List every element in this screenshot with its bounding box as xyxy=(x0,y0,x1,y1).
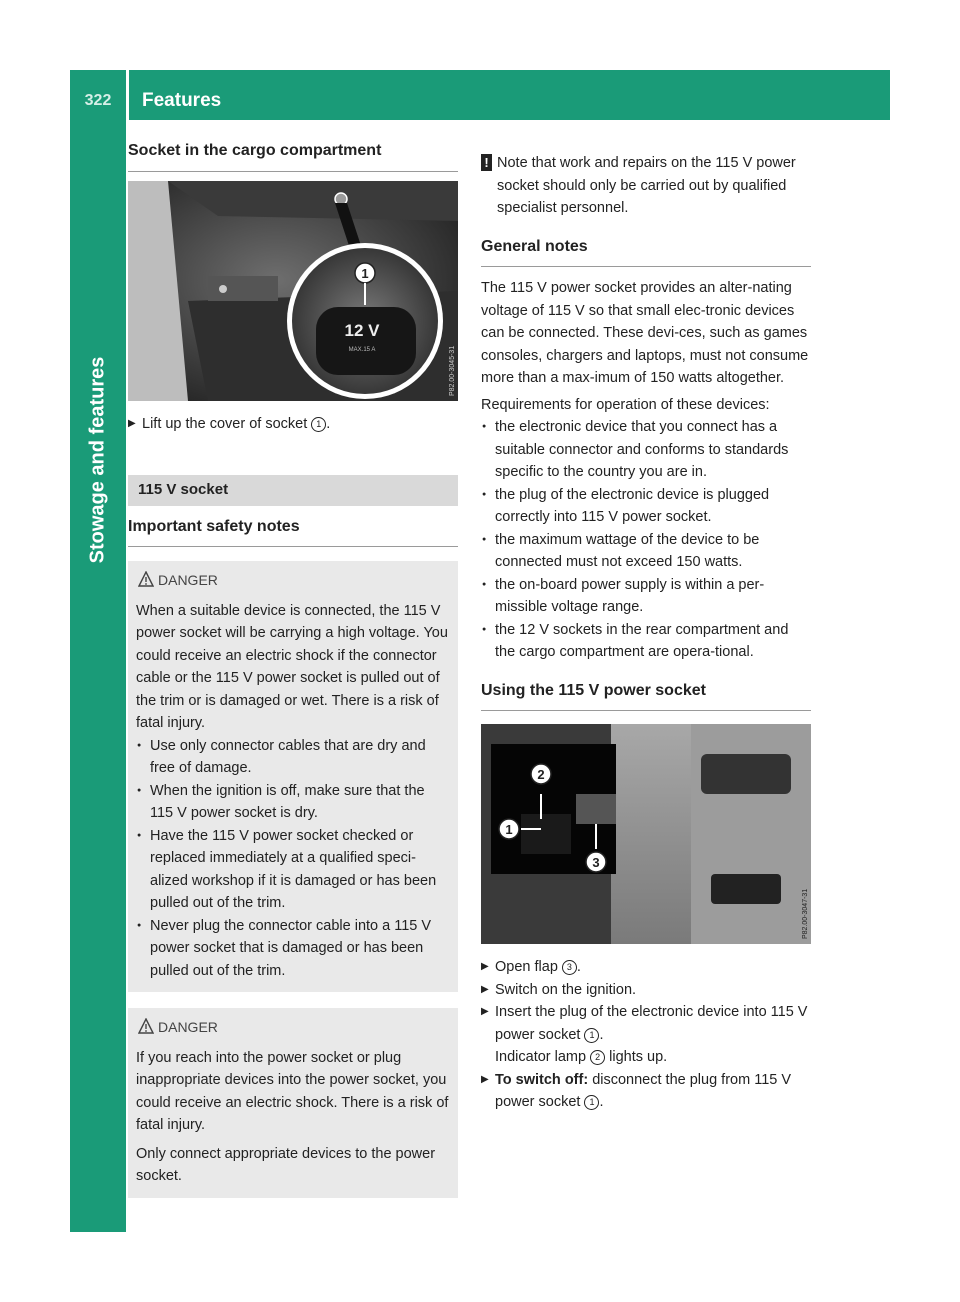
step-text: Switch on the ignition. xyxy=(495,981,637,998)
danger-bullet: ● Never plug the connector cable into a 115 V power socket that is damaged or has been pulled out of the trim. xyxy=(136,915,450,983)
danger-bullet: ● When the ignition is off, make sure that the 115 V power socket is dry. xyxy=(136,780,450,825)
danger-title xyxy=(136,1016,450,1039)
section-heading-115v: 115 V socket xyxy=(128,475,458,506)
danger-box-2 xyxy=(128,1008,458,1198)
section-heading-cargo-socket: Socket in the cargo compartment xyxy=(128,140,458,172)
danger-box-1 xyxy=(128,561,458,992)
step-end: . xyxy=(326,415,331,432)
side-tab xyxy=(70,120,126,1232)
warning-triangle-icon xyxy=(138,571,154,587)
requirement-item: ● the maximum wattage of the device to be connected must not exceed 150 watts. xyxy=(481,529,811,574)
note xyxy=(481,152,811,220)
page-title: Features xyxy=(142,90,222,111)
step-end: lights up. xyxy=(609,1049,668,1065)
photo-code: P82.00-3045-31 xyxy=(449,345,456,396)
subheading-safety: Important safety notes xyxy=(128,506,458,548)
step-bold: To switch off: xyxy=(495,1071,589,1088)
step-end: . xyxy=(576,959,581,975)
cargo-compartment-illustration xyxy=(128,181,458,401)
step-text: Open flap xyxy=(495,959,558,975)
callout-1-label: 1 xyxy=(505,822,513,837)
requirement-item: ● the plug of the electronic device is plugged correctly into 115 V power socket. xyxy=(481,484,811,529)
step-text: disconnect the plug from 115 V power socket xyxy=(495,1071,792,1110)
side-tab-label: Stowage and features xyxy=(86,356,109,564)
power-socket-photo xyxy=(481,724,811,944)
left-column xyxy=(128,140,458,1198)
danger-bullet: ● Use only connector cables that are dry and free of damage. xyxy=(136,735,450,780)
ref-circle: 3 xyxy=(562,960,577,975)
danger-text: When a suitable device is connected, the 115 V power socket will be carrying a high voltage. You could receive an electric shock if the connector cable or the 115 V power socket is pulled out of the trim or is damaged or wet. There is a risk of fatal injury. xyxy=(136,602,448,731)
step-switch-off xyxy=(481,1069,811,1114)
step-open-flap xyxy=(481,956,811,979)
step-end: . xyxy=(599,1094,604,1110)
general-text: The 115 V power socket provides an alter-nating voltage of 115 V so that small elec-tronic devices can be connected. These devi-ces, such as games consoles, chargers and laptops, must not consume more than a max-imum of 150 watts altogether. xyxy=(481,280,809,386)
step-text: Insert the plug of the electronic device into 115 V power socket xyxy=(495,1004,808,1043)
cargo-socket-photo xyxy=(128,181,458,401)
step-end: . xyxy=(599,1026,604,1043)
requirement-item: ● the 12 V sockets in the rear compartment and the cargo compartment are opera-tional. xyxy=(481,619,811,664)
requirement-item: ● the electronic device that you connect has a suitable connector and conforms to standards specific to the country you are in. xyxy=(481,416,811,484)
ref-circle: 1 xyxy=(584,1095,599,1110)
page-number: 322 xyxy=(84,92,112,109)
step-lift-cover xyxy=(128,413,458,436)
step-indicator-lamp xyxy=(481,1046,811,1069)
section-heading-general: General notes xyxy=(481,236,811,268)
right-column xyxy=(481,152,811,1114)
callout-2-label: 2 xyxy=(537,767,545,782)
callout-3-label: 3 xyxy=(592,855,600,870)
danger-title xyxy=(136,569,450,592)
danger-title-text: DANGER xyxy=(158,1019,218,1035)
note-exclamation-icon: ! xyxy=(481,154,492,171)
danger-text: Only connect appropriate devices to the power socket. xyxy=(136,1145,436,1184)
center-console-illustration xyxy=(481,724,811,944)
danger-bullet: ● Have the 115 V power socket checked or replaced immediately at a qualified speci-alized workshop if it is damaged or has been pulled out of the trim. xyxy=(136,825,450,915)
socket-rating-label: MAX.15 A xyxy=(348,346,376,353)
ref-circle: 2 xyxy=(590,1050,605,1065)
requirements-intro: Requirements for operation of these devices: xyxy=(481,396,770,413)
section-heading-using: Using the 115 V power socket xyxy=(481,680,811,712)
note-text: Note that work and repairs on the 115 V power socket should only be carried out by qualified specialist personnel. xyxy=(497,155,796,216)
ref-circle: 1 xyxy=(584,1028,599,1043)
step-text: Lift up the cover of socket xyxy=(142,415,308,432)
callout-1-label: 1 xyxy=(361,265,369,281)
photo-code: P82.00-3047-31 xyxy=(802,888,809,939)
step-text: Indicator lamp xyxy=(495,1049,587,1065)
requirement-item: ● the on-board power supply is within a per-missible voltage range. xyxy=(481,574,811,619)
step-insert-plug xyxy=(481,1001,811,1046)
header-divider xyxy=(126,70,129,120)
step-switch-ignition xyxy=(481,979,811,1002)
danger-text: If you reach into the power socket or plug inappropriate devices into the power socket, you could receive an electric shock. There is a risk of fatal injury. xyxy=(136,1049,449,1133)
socket-voltage-label: 12 V xyxy=(344,320,380,340)
danger-title-text: DANGER xyxy=(158,572,218,588)
ref-circle: 1 xyxy=(311,417,326,432)
warning-triangle-icon xyxy=(138,1018,154,1034)
